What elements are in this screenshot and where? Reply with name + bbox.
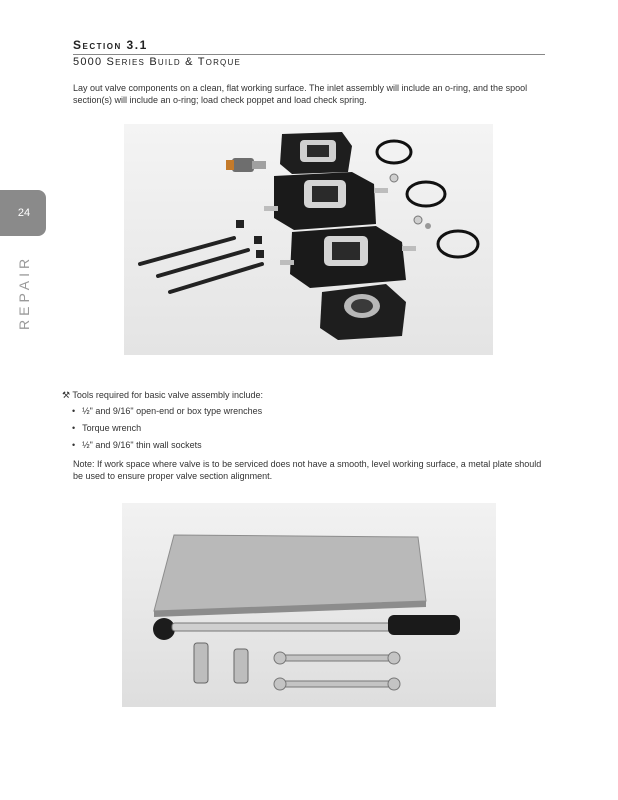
intro-paragraph: Lay out valve components on a clean, flat working surface. The inlet assembly will include an o-ring, and the spool section(s) will include an o-ring; load check poppet and load check spring. [73,83,528,105]
list-item: • ½" and 9/16" thin wall sockets [72,439,262,456]
section-subtitle: 5000 Series Build & Torque [73,56,241,68]
tools-photo [122,503,496,707]
metal-plate [154,535,426,611]
valve-section-lower [280,226,416,288]
wrench-icon: ⚒ [62,390,71,400]
valve-section-top [280,132,352,174]
open-end-wrench-bottom [274,678,400,690]
section-title: Section 3.1 [73,38,545,55]
page-number: 24 [17,207,31,219]
inlet-cartridge [226,158,266,172]
tools-heading [62,390,263,401]
list-item: • Torque wrench [72,422,262,439]
torque-wrench [153,615,460,640]
tools-heading-text: Tools required for basic valve assembly include: [72,390,264,400]
outlet-cover [320,284,406,340]
socket-half-inch [194,643,208,683]
valve-section-middle [264,172,388,230]
side-section-label: REPAIR [16,254,32,330]
list-item: • ½" and 9/16" open-end or box type wrenches [72,405,262,422]
page-number-tab [0,190,46,236]
open-end-wrench-top [274,652,400,664]
valve-components-photo [124,124,493,355]
socket-nine-sixteenths [234,649,248,683]
tie-rods [140,238,262,292]
tools-list [72,405,262,456]
note-paragraph: Note: If work space where valve is to be serviced does not have a smooth, level working surface, a metal plate should be used to ensure proper valve section alignment. [73,459,542,481]
